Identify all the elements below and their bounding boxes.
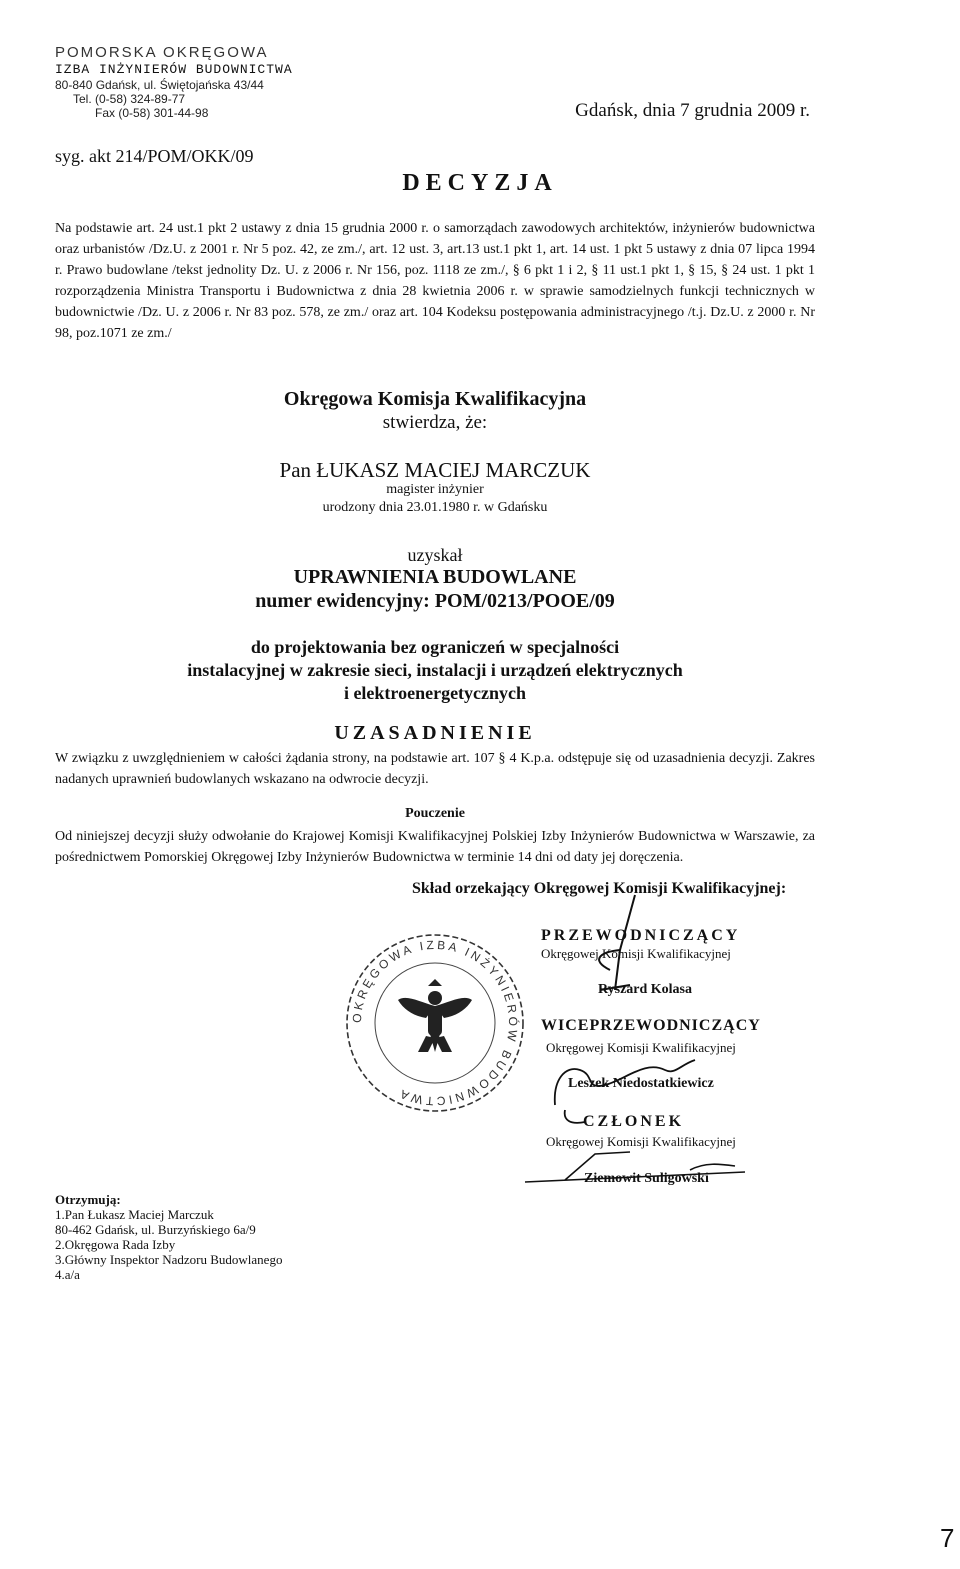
vice-chairman-institution: Okręgowej Komisji Kwalifikacyjnej — [546, 1040, 736, 1055]
eagle-emblem-icon — [398, 979, 472, 1052]
issuer-stamp — [55, 44, 293, 121]
role-vice-chairman: WICEPRZEWODNICZĄCY — [541, 1017, 761, 1034]
seal-text: OKRĘGOWA IZBA INŻYNIERÓW BUDOWNICTWA — [349, 937, 521, 1109]
states-line: stwierdza, że: — [382, 412, 488, 433]
instruction-title: Pouczenie — [405, 806, 465, 821]
legal-basis: Na podstawie art. 24 ust.1 pkt 2 ustawy z dnia 15 grudnia 2000 r. o samorządach zawodowych architektów, inżynierów budownictwa oraz urbanistów /Dz.U. z 2001 r. Nr 5 poz. 42, ze zm./, art. 12 ust. 3, art.13 ust.1 pkt 1, art. 14 ust. 1 pkt 5 ustawy z dnia 07 lipca 1994 r. Prawo budowlane /tekst jednolity Dz. U. z 2006 r. Nr 156, poz. 1118 ze zm./, § 6 pkt 1 i 2, § 11 ust.1 pkt 1, § 15, § 24 ust. 1 pkt 1 rozporządzenia Ministra Transportu i Budownictwa z dnia 28 kwietnia 2006 r. w sprawie samodzielnych funkcji technicznych w budownictwie /Dz. U. z 2006 r. Nr 83 poz. 578, ze zm./ oraz art. 104 Kodeksu postępowania administracyjnego /t.j. Dz.U. z 2000 r. Nr 98, poz.1071 ze zm./ — [55, 221, 815, 341]
member-name: Ziemowit Suligowski — [584, 1171, 709, 1186]
official-seal — [340, 928, 530, 1118]
recipient-line: 1.Pan Łukasz Maciej Marczuk — [55, 1207, 214, 1222]
person-name: Pan ŁUKASZ MACIEJ MARCZUK — [279, 458, 591, 482]
vice-chairman-name: Leszek Niedostatkiewicz — [568, 1076, 714, 1091]
justification-title: UZASADNIENIE — [334, 722, 536, 744]
scope-line: i elektroenergetycznych — [343, 683, 527, 703]
issuer-fax: Fax (0-58) 301-44-98 — [95, 106, 209, 121]
scope-line: do projektowania bez ograniczeń w specjalności — [250, 637, 620, 657]
recipient-line: 2.Okręgowa Rada Izby — [55, 1237, 176, 1252]
permit-title: UPRAWNIENIA BUDOWLANE — [293, 566, 577, 588]
recipients-title: Otrzymują: — [55, 1192, 121, 1207]
issuer-phone: Tel. (0-58) 324-89-77 — [73, 91, 186, 106]
recipients — [55, 1192, 282, 1282]
issuer-line-2: IZBA INŻYNIERÓW BUDOWNICTWA — [55, 62, 293, 77]
justification-text: W związku z uwzględnieniem w całości żądania strony, na podstawie art. 107 § 4 K.p.a. odstępuje się od uzasadnienia decyzji. Zakres nadanych uprawnień budowlanych wskazano na odwrocie decyzji. — [55, 751, 815, 787]
member-institution: Okręgowej Komisji Kwalifikacyjnej — [546, 1134, 736, 1149]
permit-number: numer ewidencyjny: POM/0213/POOE/09 — [255, 590, 615, 612]
chairman-name: Ryszard Kolasa — [598, 982, 693, 997]
role-chairman: PRZEWODNICZĄCY — [541, 927, 741, 944]
issuer-line-1: POMORSKA OKRĘGOWA — [55, 44, 269, 61]
recipient-line: 80-462 Gdańsk, ul. Burzyńskiego 6a/9 — [55, 1222, 256, 1237]
commission-name: Okręgowa Komisja Kwalifikacyjna — [283, 388, 587, 410]
permit-scope — [0, 636, 870, 705]
role-member: CZŁONEK — [583, 1113, 685, 1130]
obtained-line: uzyskał — [407, 545, 463, 565]
panel-title: Skład orzekający Okręgowej Komisji Kwalifikacyjnej: — [412, 880, 787, 897]
scope-line: instalacyjnej w zakresie sieci, instalacji i urządzeń elektrycznych — [187, 660, 683, 680]
person-birth: urodzony dnia 23.01.1980 r. w Gdańsku — [322, 500, 548, 515]
recipient-line: 3.Główny Inspektor Nadzoru Budowlanego — [55, 1252, 283, 1267]
chairman-institution: Okręgowej Komisji Kwalifikacyjnej — [541, 946, 731, 961]
issuer-address: 80-840 Gdańsk, ul. Świętojańska 43/44 — [55, 77, 264, 92]
instruction-text: Od niniejszej decyzji służy odwołanie do Krajowej Komisji Kwalifikacyjnej Polskiej Izby Inżynierów Budownictwa w Warszawie, za pośrednictwem Pomorskiej Okręgowej Izby Inżynierów Budownictwa w terminie 14 dni od daty jej doręczenia. — [55, 829, 815, 865]
case-reference: syg. akt 214/POM/OKK/09 — [55, 146, 254, 166]
chairman-signature — [560, 890, 680, 1000]
page-number: 7 — [940, 1523, 955, 1553]
recipient-line: 4.a/a — [55, 1267, 80, 1282]
person-degree: magister inżynier — [386, 482, 484, 497]
place-date: Gdańsk, dnia 7 grudnia 2009 r. — [575, 100, 810, 121]
member-signature — [520, 1132, 750, 1192]
document-title: DECYZJA — [402, 170, 558, 196]
